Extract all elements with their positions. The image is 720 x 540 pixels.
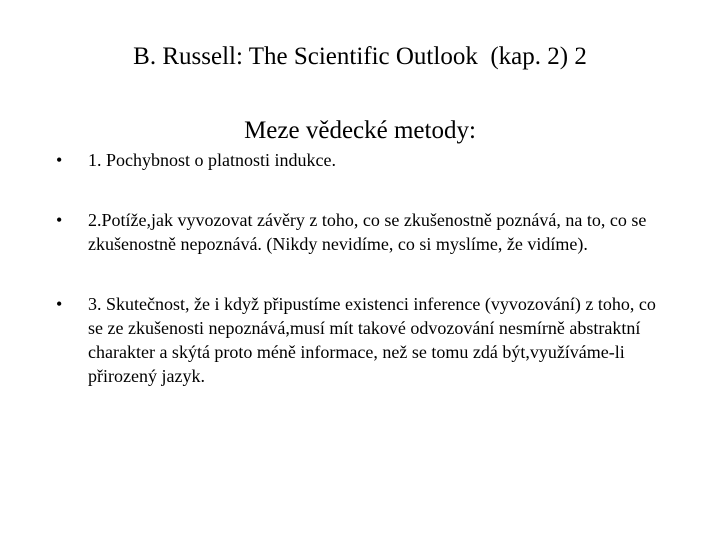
bullet-text: 1. Pochybnost o platnosti indukce. — [88, 150, 336, 170]
bullet-marker: • — [56, 294, 63, 314]
bullet-text: 2.Potíže,jak vyvozovat závěry z toho, co se zkušenostně poznává, na to, co se zkušenostně nepoznává. (Nikdy nevidíme, co si myslíme, že vidíme). — [88, 210, 647, 254]
slide-subtitle — [0, 116, 720, 146]
bullet-marker: • — [56, 150, 63, 170]
bullet-item — [56, 292, 666, 388]
bullet-item — [56, 208, 666, 256]
subtitle-text: Meze vědecké metody: — [244, 117, 476, 144]
bullet-marker: • — [56, 210, 63, 230]
bullet-list — [56, 148, 666, 388]
bullet-text: 3. Skutečnost, že i když připustíme existenci inference (vyvozování) z toho, co se ze zkušenosti nepoznává,musí mít takové odvozování nesmírně abstraktní charakter a skýtá proto méně informace, než se tomu zdá být,využíváme-li přirozený jazyk. — [88, 294, 656, 386]
slide-title: B. Russell: The Scientific Outlook (kap. 2) 2 — [133, 43, 587, 70]
bullet-item — [56, 148, 666, 172]
